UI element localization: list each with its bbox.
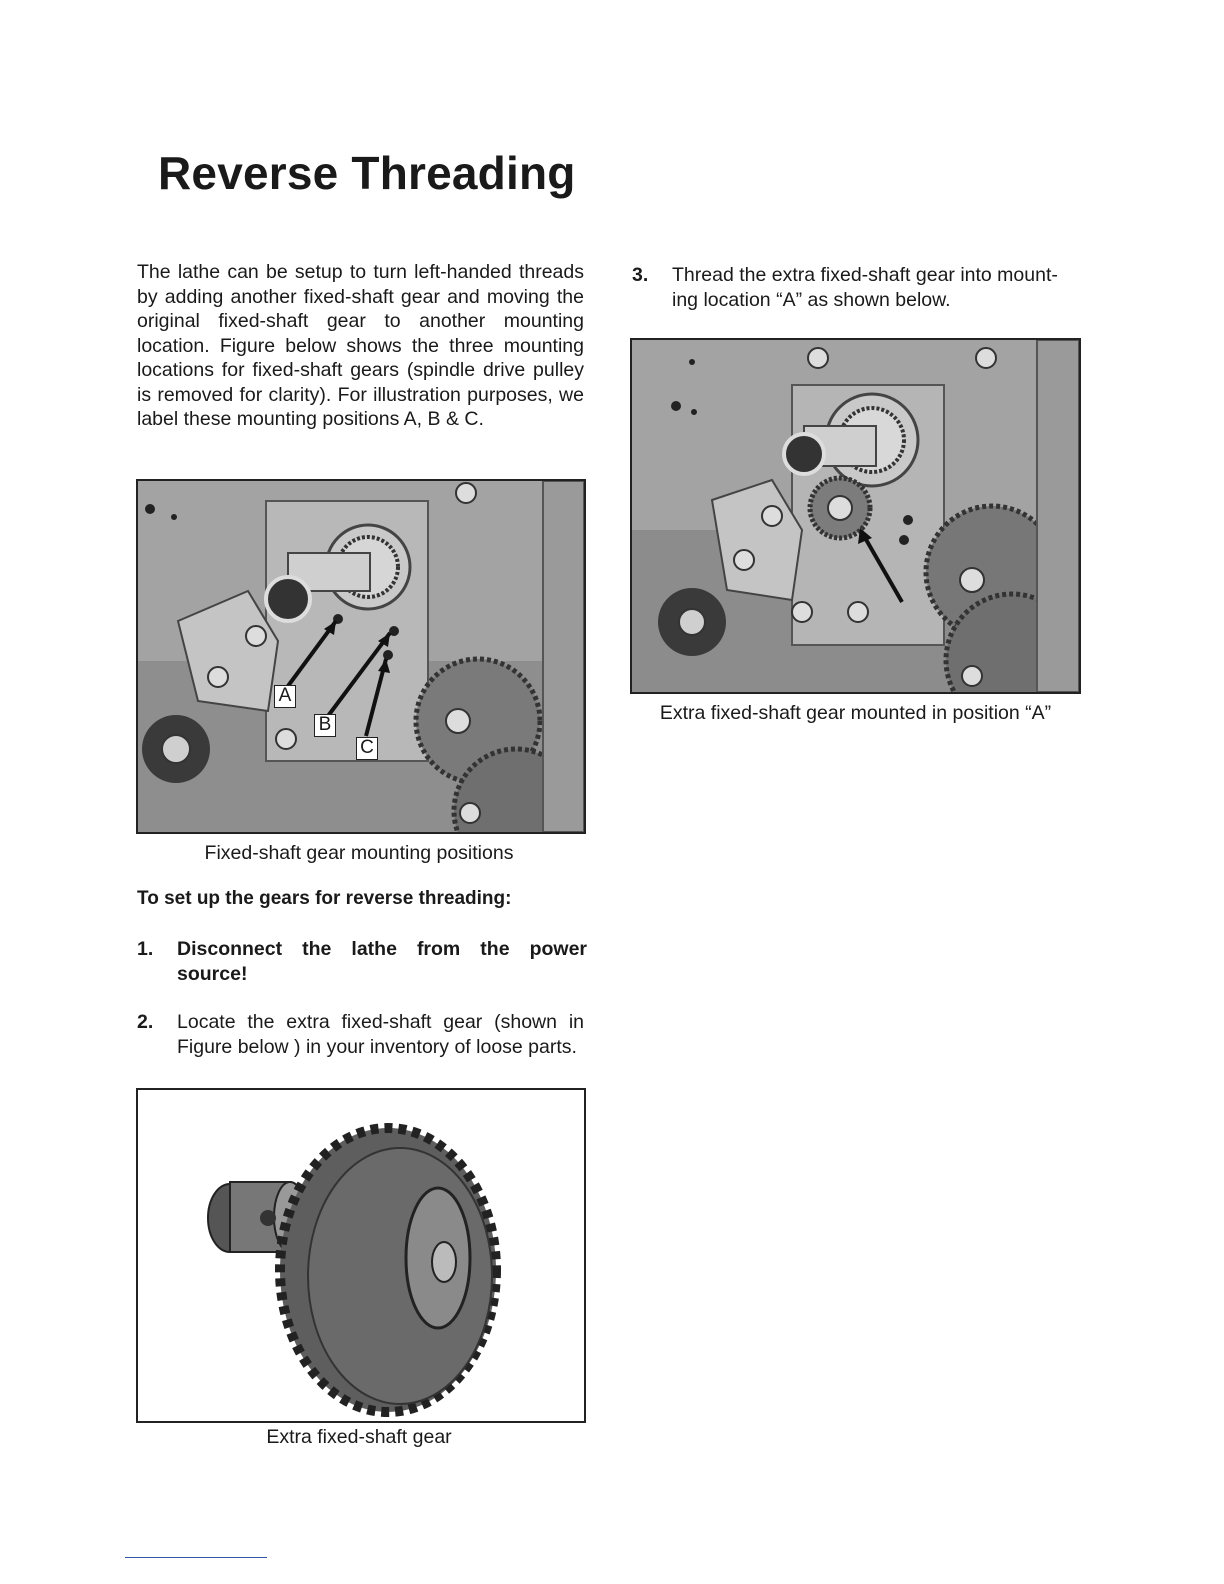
step-3-number: 3.	[632, 264, 649, 286]
figure2-caption: Extra fixed-shaft gear	[266, 1426, 452, 1448]
position-c-label: C	[356, 737, 378, 760]
figure1-caption: Fixed-shaft gear mounting positions	[204, 842, 514, 864]
figure3-caption: Extra fixed-shaft gear mounted in position “A”	[659, 702, 1052, 724]
intro-paragraph: The lathe can be setup to turn left-handed threads by adding another fixed-shaft gear and moving the original fixed-shaft gear to another mounting location. Figure below shows the three mounting locations for fixed-shaft gears (spindle drive pulley is removed for clarity). For illustration purposes, we label these mounting positions A, B & C.	[137, 261, 584, 430]
extra-gear-photo	[136, 1088, 586, 1423]
step-3	[632, 263, 1079, 312]
position-a-label: A	[274, 685, 296, 708]
mounting-positions-photo	[136, 479, 586, 834]
step-2-text: Locate the extra fixed-shaft gear (shown in Figure below ) in your inventory of loose parts.	[177, 1011, 584, 1058]
position-b-label: B	[314, 714, 336, 737]
step-2	[137, 1010, 584, 1059]
step-1	[137, 937, 587, 986]
extra-gear-illustration	[138, 1090, 584, 1421]
step-2-number: 2.	[137, 1011, 154, 1033]
gear-mounted-illustration	[632, 340, 1079, 692]
footer-rule	[125, 1557, 267, 1558]
step-1-text: Disconnect the lathe from the power source!	[177, 938, 587, 985]
step-3-text: Thread the extra fixed-shaft gear into mount-ing location “A” as shown below.	[672, 264, 1058, 311]
setup-heading: To set up the gears for reverse threading:	[137, 888, 512, 909]
page-title: Reverse Threading	[158, 147, 576, 199]
gear-mounted-photo	[630, 338, 1081, 694]
mounting-positions-illustration	[138, 481, 584, 832]
step-1-number: 1.	[137, 938, 154, 960]
